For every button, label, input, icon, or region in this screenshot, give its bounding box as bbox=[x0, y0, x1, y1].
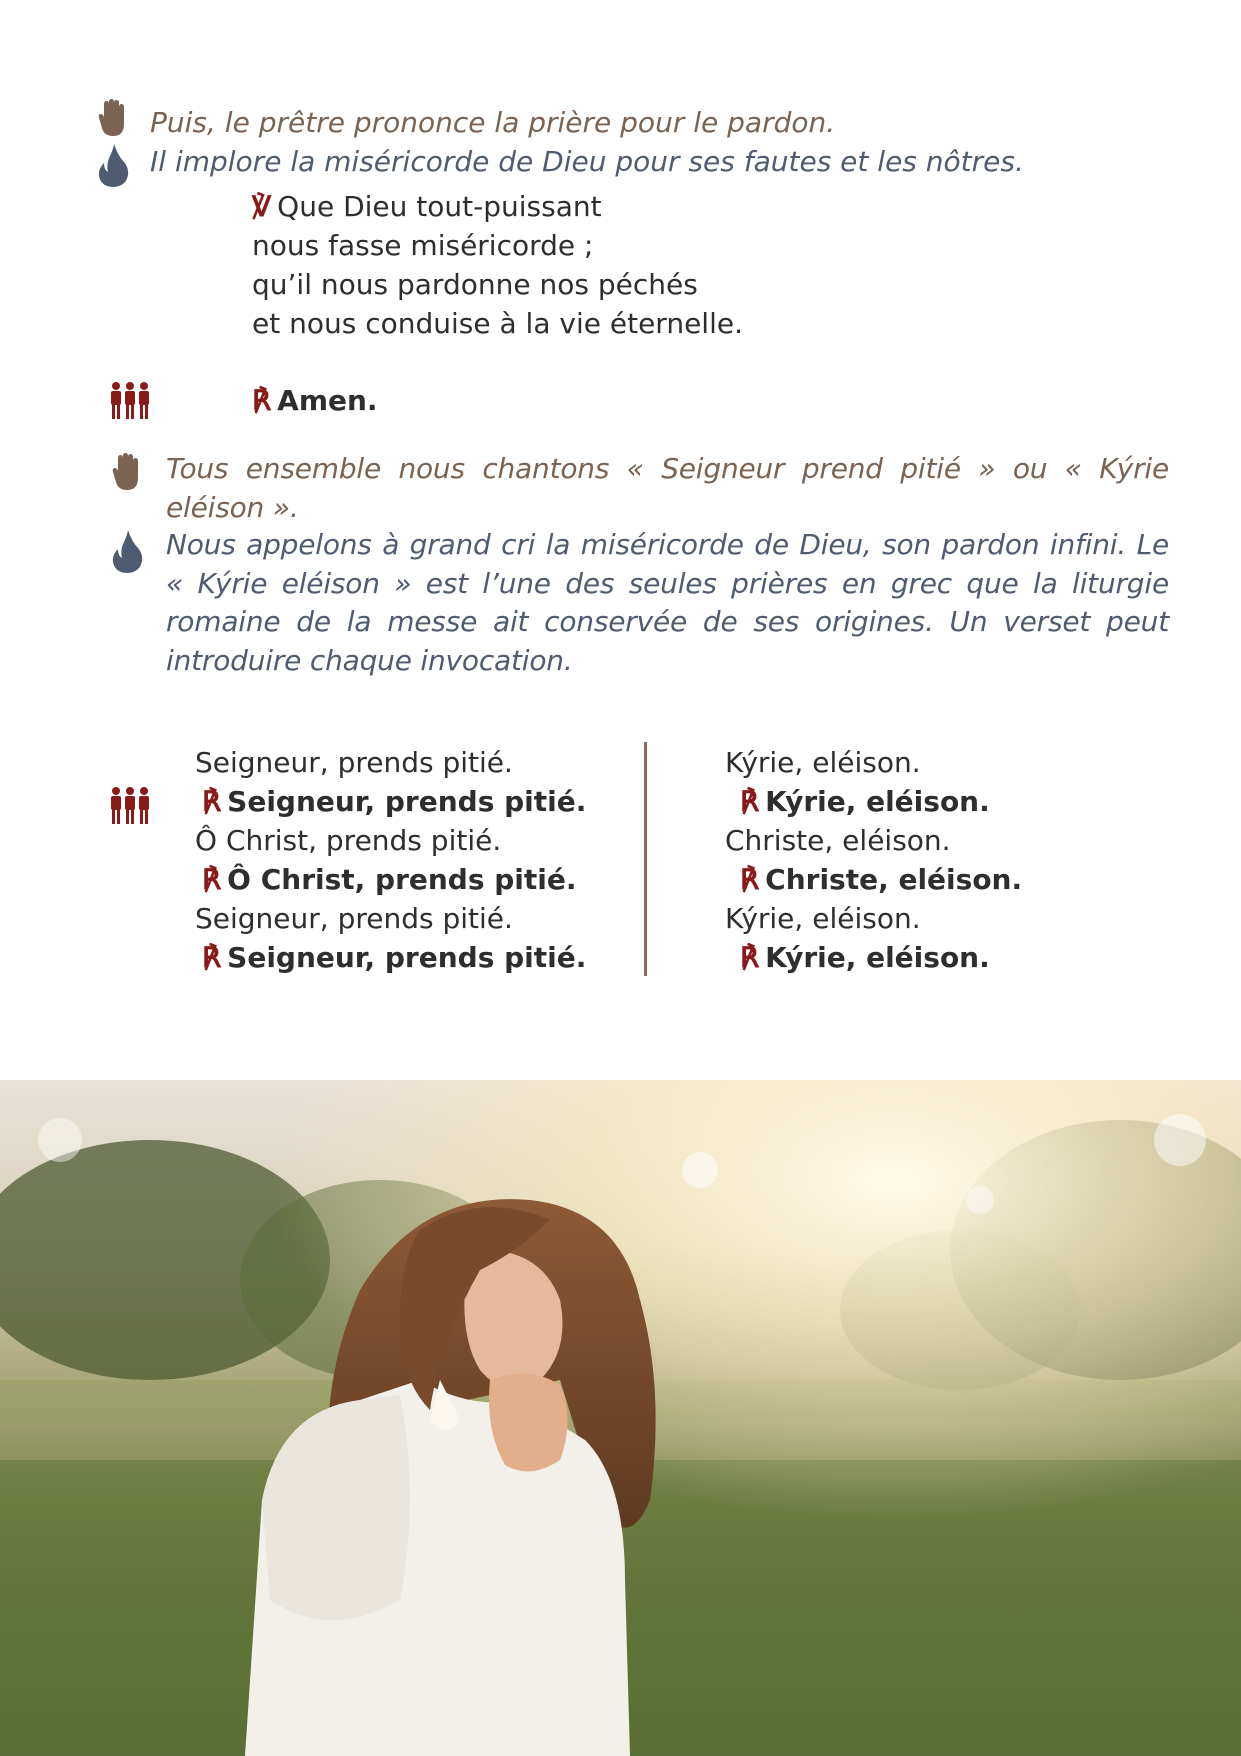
hand-icon bbox=[112, 452, 144, 492]
kyrie-response-text: Ô Christ, prends pitié. bbox=[227, 863, 577, 896]
kyrie-response-fr bbox=[202, 861, 577, 899]
amen-response bbox=[252, 382, 378, 420]
verse-symbol: ℣ bbox=[252, 190, 272, 223]
prayer-line: nous fasse miséricorde ; bbox=[252, 229, 594, 262]
kyrie-response-gr bbox=[740, 861, 1022, 899]
kyrie-response-fr bbox=[202, 939, 586, 977]
instruction-text: Puis, le prêtre prononce la prière pour le pardon. bbox=[150, 106, 836, 139]
kyrie-invocation-fr: Ô Christ, prends pitié. bbox=[195, 824, 502, 857]
kyrie-invocation-fr: Seigneur, prends pitié. bbox=[195, 746, 513, 779]
instruction-text: Tous ensemble nous chantons « Seigneur prend pitié » ou « Kýrie eléison ». bbox=[166, 452, 1169, 524]
kyrie-invocation-gr: Christe, eléison. bbox=[725, 824, 951, 857]
kyrie-invocation-gr: Kýrie, eléison. bbox=[725, 746, 921, 779]
response-symbol: ℟ bbox=[202, 785, 222, 818]
kyrie-response-text: Seigneur, prends pitié. bbox=[227, 785, 587, 818]
column-divider bbox=[644, 742, 647, 976]
response-symbol: ℟ bbox=[202, 863, 222, 896]
hand-icon bbox=[98, 98, 130, 138]
photo-illustration bbox=[0, 1080, 1241, 1756]
kyrie-response-text: Christe, eléison. bbox=[765, 863, 1023, 896]
kyrie-response-text: Kýrie, eléison. bbox=[765, 941, 990, 974]
response-symbol: ℟ bbox=[740, 863, 760, 896]
people-icon bbox=[108, 786, 152, 826]
prayer-line-text: Que Dieu tout-puissant bbox=[277, 190, 602, 223]
response-symbol: ℟ bbox=[252, 384, 272, 417]
kyrie-response-fr bbox=[202, 783, 586, 821]
people-icon bbox=[108, 381, 152, 421]
comment-text: Nous appelons à grand cri la miséricorde de Dieu, son pardon infini. Le « Kýrie eléison » est l’une des seules prières en grec que la liturgie romaine de la messe ait conservée de ses origines. Un verset peut introduire chaque invocation. bbox=[166, 528, 1169, 677]
prayer-line bbox=[252, 188, 602, 226]
praying-woman-photo bbox=[0, 1080, 1241, 1756]
flame-icon bbox=[96, 142, 130, 188]
prayer-line: qu’il nous pardonne nos péchés bbox=[252, 268, 698, 301]
kyrie-response-text: Seigneur, prends pitié. bbox=[227, 941, 587, 974]
kyrie-response-gr bbox=[740, 783, 990, 821]
kyrie-invocation-fr: Seigneur, prends pitié. bbox=[195, 902, 513, 935]
kyrie-response-gr bbox=[740, 939, 990, 977]
response-symbol: ℟ bbox=[740, 941, 760, 974]
response-symbol: ℟ bbox=[202, 941, 222, 974]
prayer-line: et nous conduise à la vie éternelle. bbox=[252, 307, 743, 340]
flame-icon bbox=[110, 528, 144, 574]
kyrie-invocation-gr: Kýrie, eléison. bbox=[725, 902, 921, 935]
comment-text: Il implore la miséricorde de Dieu pour ses fautes et les nôtres. bbox=[150, 145, 1024, 178]
kyrie-response-text: Kýrie, eléison. bbox=[765, 785, 990, 818]
response-symbol: ℟ bbox=[740, 785, 760, 818]
amen-text: Amen. bbox=[277, 384, 378, 417]
